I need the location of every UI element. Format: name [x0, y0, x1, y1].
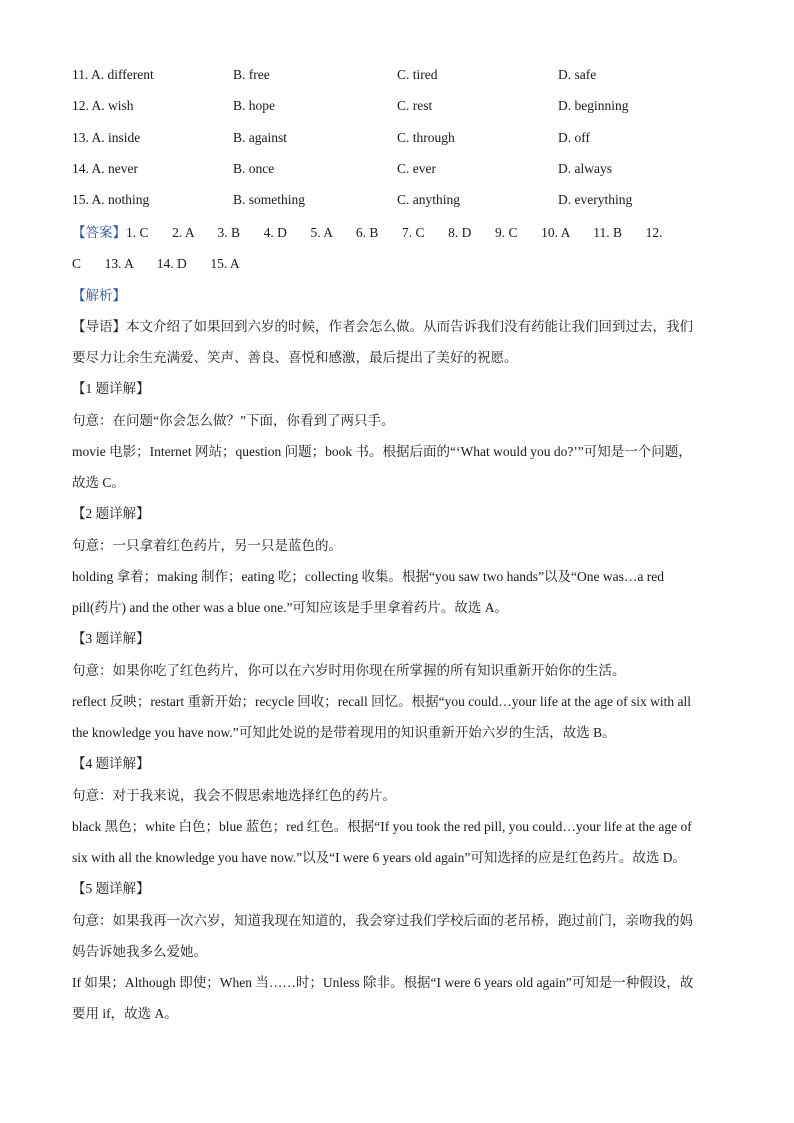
option-14-b: B. once — [233, 161, 275, 176]
option-14-a: 14. A. never — [72, 161, 138, 176]
q5-meaning-1: 句意：如果我再一次六岁，知道我现在知道的，我会穿过我们学校后面的老吊桥，跑过前门，亲吻我的妈 — [72, 913, 693, 928]
answer-values-1: 1. C 2. A 3. B 4. D 5. A 6. B 7. C 8. D 9. C 10. A 11. B 12. — [126, 225, 663, 240]
intro-line-2: 要尽力让余生充满爱、笑声、善良、喜悦和感激，最后提出了美好的祝愿。 — [72, 350, 518, 365]
option-13-c: C. through — [397, 130, 455, 145]
q1-line-1: movie 电影；Internet 网站；question 问题；book 书。根据后面的“‘What would you do?’”可知是一个问题， — [72, 444, 692, 459]
option-15-b: B. something — [233, 192, 306, 207]
q2-meaning: 句意：一只拿着红色药片，另一只是蓝色的。 — [72, 538, 342, 553]
q3-title: 【3 题详解】 — [72, 631, 150, 646]
option-11-b: B. free — [233, 67, 270, 82]
option-13-d: D. off — [558, 130, 590, 145]
answer-line-1 — [72, 223, 722, 243]
option-13-b: B. against — [233, 130, 287, 145]
option-11-d: D. safe — [558, 67, 597, 82]
q4-meaning: 句意：对于我来说，我会不假思索地选择红色的药片。 — [72, 788, 396, 803]
option-12-c: C. rest — [397, 98, 433, 113]
option-14-d: D. always — [558, 161, 612, 176]
option-15-c: C. anything — [397, 192, 460, 207]
option-15-a: 15. A. nothing — [72, 192, 150, 207]
option-13-a: 13. A. inside — [72, 130, 141, 145]
option-row-13 — [72, 130, 722, 150]
option-12-b: B. hope — [233, 98, 275, 113]
answer-values-2: C 13. A 14. D 15. A — [72, 256, 240, 271]
q4-title: 【4 题详解】 — [72, 756, 150, 771]
option-11-c: C. tired — [397, 67, 438, 82]
q5-line-2: 要用 if，故选 A。 — [72, 1006, 178, 1021]
q3-meaning: 句意：如果你吃了红色药片，你可以在六岁时用你现在所掌握的所有知识重新开始你的生活。 — [72, 663, 626, 678]
intro-line-1: 【导语】本文介绍了如果回到六岁的时候，作者会怎么做。从而告诉我们没有药能让我们回到过去，我们 — [72, 319, 693, 334]
option-11-a: 11. A. different — [72, 67, 154, 82]
q3-line-1: reflect 反映；restart 重新开始；recycle 回收；recall 回忆。根据“you could…your life at the age of six with all — [72, 694, 691, 709]
answer-label: 【答案】 — [72, 225, 126, 240]
option-14-c: C. ever — [397, 161, 436, 176]
q4-line-1: black 黑色；white 白色；blue 蓝色；red 红色。根据“If you took the red pill, you could…your life at the age of — [72, 819, 692, 834]
option-12-d: D. beginning — [558, 98, 629, 113]
option-15-d: D. everything — [558, 192, 633, 207]
option-row-14 — [72, 161, 722, 181]
q3-line-2: the knowledge you have now.”可知此处说的是带着现用的知识重新开始六岁的生活，故选 B。 — [72, 725, 616, 740]
q5-line-1: If 如果；Although 即使；When 当……时；Unless 除非。根据“I were 6 years old again”可知是一种假设，故 — [72, 975, 694, 990]
q5-title: 【5 题详解】 — [72, 881, 150, 896]
q2-line-2: pill(药片) and the other was a blue one.”可知应该是手里拿着药片。故选 A。 — [72, 600, 509, 615]
q4-line-2: six with all the knowledge you have now.”以及“I were 6 years old again”可知选择的应是红色药片。故选 D。 — [72, 850, 686, 865]
option-row-15 — [72, 192, 722, 212]
q2-line-1: holding 拿着；making 制作；eating 吃；collecting 收集。根据“you saw two hands”以及“One was…a red — [72, 569, 665, 584]
option-row-12 — [72, 98, 722, 118]
q1-meaning: 句意：在问题“你会怎么做？”下面，你看到了两只手。 — [72, 413, 395, 428]
q1-title: 【1 题详解】 — [72, 381, 150, 396]
q1-line-2: 故选 C。 — [72, 475, 125, 490]
option-12-a: 12. A. wish — [72, 98, 134, 113]
q2-title: 【2 题详解】 — [72, 506, 150, 521]
analysis-label: 【解析】 — [72, 288, 126, 303]
q5-meaning-2: 妈告诉她我多么爱她。 — [72, 944, 207, 959]
option-row-11 — [72, 67, 722, 87]
